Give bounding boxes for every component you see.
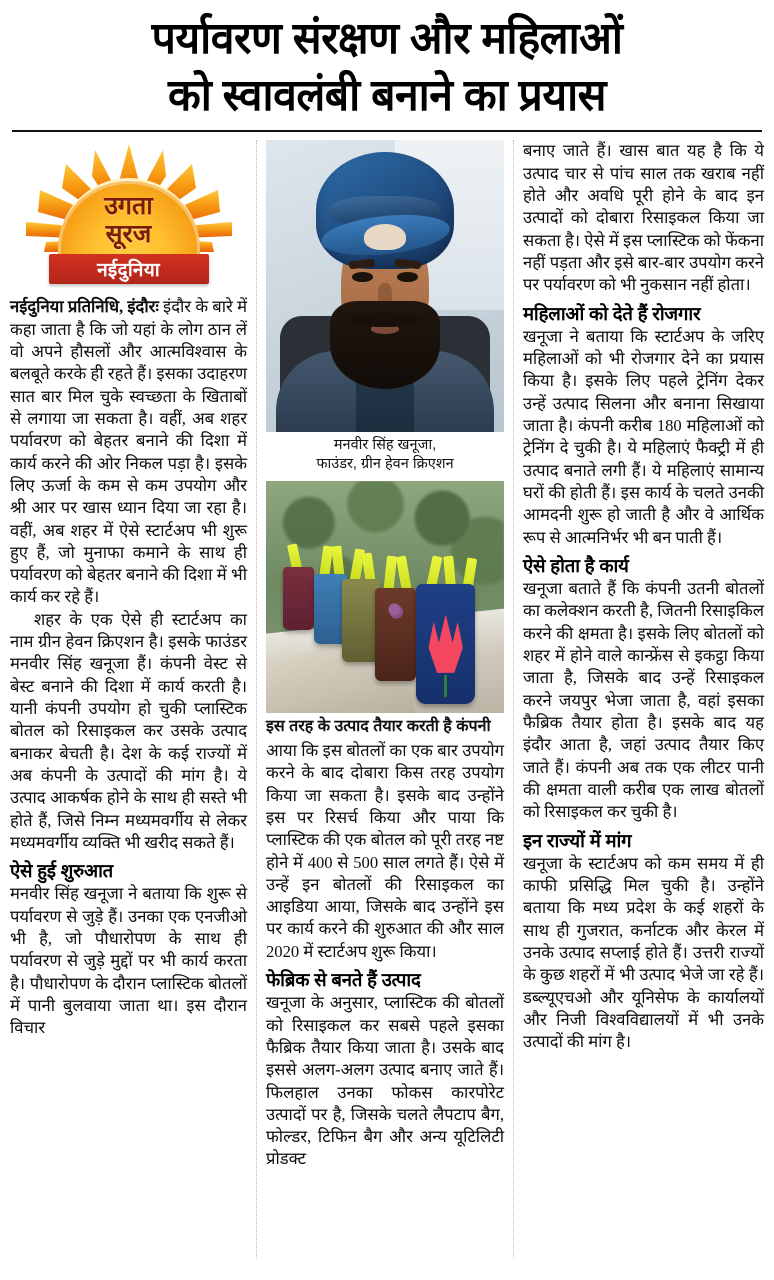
founder-photo-figure bbox=[266, 140, 504, 478]
column-middle bbox=[256, 140, 514, 1258]
logo-line-1: उगता bbox=[104, 192, 153, 221]
products-photo bbox=[266, 481, 504, 713]
article-columns bbox=[10, 140, 764, 1258]
column1-paragraph-3: मनवीर सिंह खनूजा ने बताया कि शुरू से पर्यावरण से जुड़े हैं। उनका एक एनजीओ भी है, जो पौधारोपण के साथ ही पर्यावरण से जुड़े मुद्दों पर भी कार्य करता है। पौधारोपण के दौरान प्लास्टिक बोतलों में पानी बुलवाया जाता था। इस दौरान विचार bbox=[10, 884, 247, 1038]
column3-subhead-2: ऐसे होता है कार्य bbox=[523, 554, 629, 576]
column1-paragraph-1 bbox=[10, 296, 247, 608]
column3-paragraph-3: खनूजा बताते हैं कि कंपनी उतनी बोतलों का कलेक्शन करती है, जितनी रिसाइकिल करने की क्षमता है। इसके लिए बोतलों को शहर में होने वाले कान्फ्रेंस से इकट्ठा किया जाता है, जिसके बाद उन्हें रिसाइकल करने जयपुर भेजा जाता है, वहां इसका फैब्रिक तैयार होता है। इसके बाद यह इंदौर आता है, जहां उत्पाद तैयार किए जाते हैं। कंपनी अब तक एक लीटर पानी की क्षमता वाली करीब एक लाख बोतलों को रिसाइकल कर चुकी है। bbox=[523, 579, 764, 822]
product-holder bbox=[416, 584, 476, 705]
logo-wordmark bbox=[22, 194, 236, 247]
column1-subhead-1: ऐसे हुई शुरुआत bbox=[10, 860, 114, 882]
product-holder bbox=[375, 588, 415, 681]
column3-paragraph-4: खनूजा के स्टार्टअप को कम समय में ही काफी प्रसिद्धि मिल चुकी है। उन्होंने बताया कि मध्य प्रदेश के कई शहरों के साथ ही गुजरात, कर्नाटक और केरल में उनके उत्पाद सप्लाई होते हैं। उत्तरी राज्यों के कुछ शहरों में भी उत्पाद भेजे जा रहे हैं। डब्ल्यूएचओ और यूनिसेफ के कार्यालयों और निजी विश्वविद्यालयों में भी उनके उत्पादों की मांग है। bbox=[523, 853, 764, 1052]
caption-line-2: फाउंडर, ग्रीन हेवन क्रिएशन bbox=[316, 455, 454, 472]
column2-paragraph-2: खनूजा के अनुसार, प्लास्टिक की बोतलों को रिसाइकल कर सबसे पहले इसका फैब्रिक तैयार किया जाता है। उसके बाद इससे अलग-अलग उत्पाद बनाए जाते हैं। फिलहाल उनका फोकस कारपोरेट उत्पादों पर है, जिसके चलते लैपटाप बैग, फोल्डर, टिफिन बैग और अन्य यूटिलिटी प्रोडक्ट bbox=[266, 993, 504, 1169]
publication-name: नईदुनिया bbox=[97, 260, 160, 282]
products-photo-caption: इस तरह के उत्पाद तैयार करती है कंपनी bbox=[266, 718, 491, 736]
column3-paragraph-2: खनूजा ने बताया कि स्टार्टअप के जरिए महिलाओं को भी रोजगार देने का प्रयास किया है। इसके लिए पहले ट्रेनिंग देकर उन्हें उत्पाद सिलना और बनाना सिखाया जाता है। कंपनी करीब 180 महिलाओं को ट्रेनिंग दे चुकी है। ये महिलाएं फैक्ट्री में ही उत्पाद बनाते लगी हैं। ये महिलाएं सामान्य घरों की होती हैं। इस कार्य के चलते उनकी आमदनी शुरू हो जाती है और वे आर्थिक रूप से आत्मनिर्भर भी बन पाती हैं। bbox=[523, 326, 764, 547]
founder-photo-caption bbox=[266, 432, 504, 478]
ugta-suraj-logo bbox=[10, 140, 247, 290]
dateline: नईदुनिया प्रतिनिधि, इंदौरः bbox=[10, 297, 159, 317]
column1-paragraph-2: शहर के एक ऐसे ही स्टार्टअप का नाम ग्रीन हेवन क्रिएशन है। इसके फाउंडर मनवीर सिंह खनूजा हैं। कंपनी वेस्ट से बेस्ट बनाने की दिशा में कार्य करती है। यानी कंपनी उपयोग हो चुकी प्लास्टिक बोतल को रिसाइकल कर उसके उत्पाद बनाकर बेचती है। देश के कई राज्यों में अब कंपनी के उत्पादों की मांग है। ये उत्पाद आकर्षक होने के साथ ही सस्ते भी होते हैं, जिसे निम्न मध्यमवर्गीय से लेकर मध्यमवर्गीय व्यक्ति भी खरीद सकते हैं। bbox=[10, 609, 247, 852]
column3-subhead-1: महिलाओं को देते हैं रोजगार bbox=[523, 302, 701, 324]
headline-line-2: को स्वावलंबी बनाने का प्रयास bbox=[167, 71, 607, 121]
products-photo-figure bbox=[266, 481, 504, 739]
column3-subhead-3: इन राज्यों में मांग bbox=[523, 829, 632, 851]
caption-line-1: मनवीर सिंह खनूजा, bbox=[333, 437, 437, 454]
column2-paragraph-1: आया कि इस बोतलों का एक बार उपयोग करने के बाद दोबारा किस तरह उपयोग किया जा सकता है। इसके बाद उन्होंने इस पर रिसर्च किया और पाया कि प्लास्टिक की एक बोतल को पूरी तरह नष्ट होने में 400 से 500 साल लगते हैं। ऐसे में उन्हें इन बोतलों की रिसाइकल का आइडिया आया, जिसके बाद उन्होंने इस पर कार्य करने की शुरुआत की और साल 2020 में स्टार्टअप शुरू किया। bbox=[266, 740, 504, 961]
article-headline bbox=[10, 0, 764, 124]
publication-ribbon bbox=[49, 254, 209, 284]
column2-subhead-1: फेब्रिक से बनते हैं उत्पाद bbox=[266, 969, 421, 991]
column-left bbox=[10, 140, 256, 1258]
founder-photo bbox=[266, 140, 504, 432]
product-holder bbox=[283, 567, 314, 630]
column-right bbox=[514, 140, 764, 1258]
headline-line-1: पर्यावरण संरक्षण और महिलाओं bbox=[151, 14, 623, 63]
logo-line-2: सूरज bbox=[105, 219, 152, 248]
headline-divider bbox=[12, 130, 762, 132]
column1-para1-text: इंदौर के बारे में कहा जाता है कि जो यहां के लोग ठान लें वो अपने हौसलों और आत्मविश्वास के बलबूते करके ही रहते हैं। इसका उदाहरण सात बार मिल चुके स्वच्छता के खिताबों से लगाया जा सकता है। वहीं, अब शहर पर्यावरण को बेहतर बनाने की दिशा में कार्य करने की ओर निकल पड़ा है। इसके लिए ऊर्जा के कम से कम उपयोग और श्री आर पर खास ध्यान दिया जा रहा है। वहीं, अब शहर में ऐसे स्टार्टअप भी शुरू हुए हैं, जो मुनाफा कमाने के साथ ही पर्यावरण को बेहतर बनाने की दिशा में भी कार्य कर रहे हैं। bbox=[10, 297, 247, 607]
column3-paragraph-1: बनाए जाते हैं। खास बात यह है कि ये उत्पाद चार से पांच साल तक खराब नहीं होते और अवधि पूरी होने के बाद इन उत्पादों को दोबारा रिसाइकल किया जा सकता है। ऐसे में इस प्लास्टिक को फेंकना नहीं पड़ता और इसे बार-बार उपयोग करने पर पर्यावरण को भी नुकसान नहीं होता। bbox=[523, 141, 764, 295]
